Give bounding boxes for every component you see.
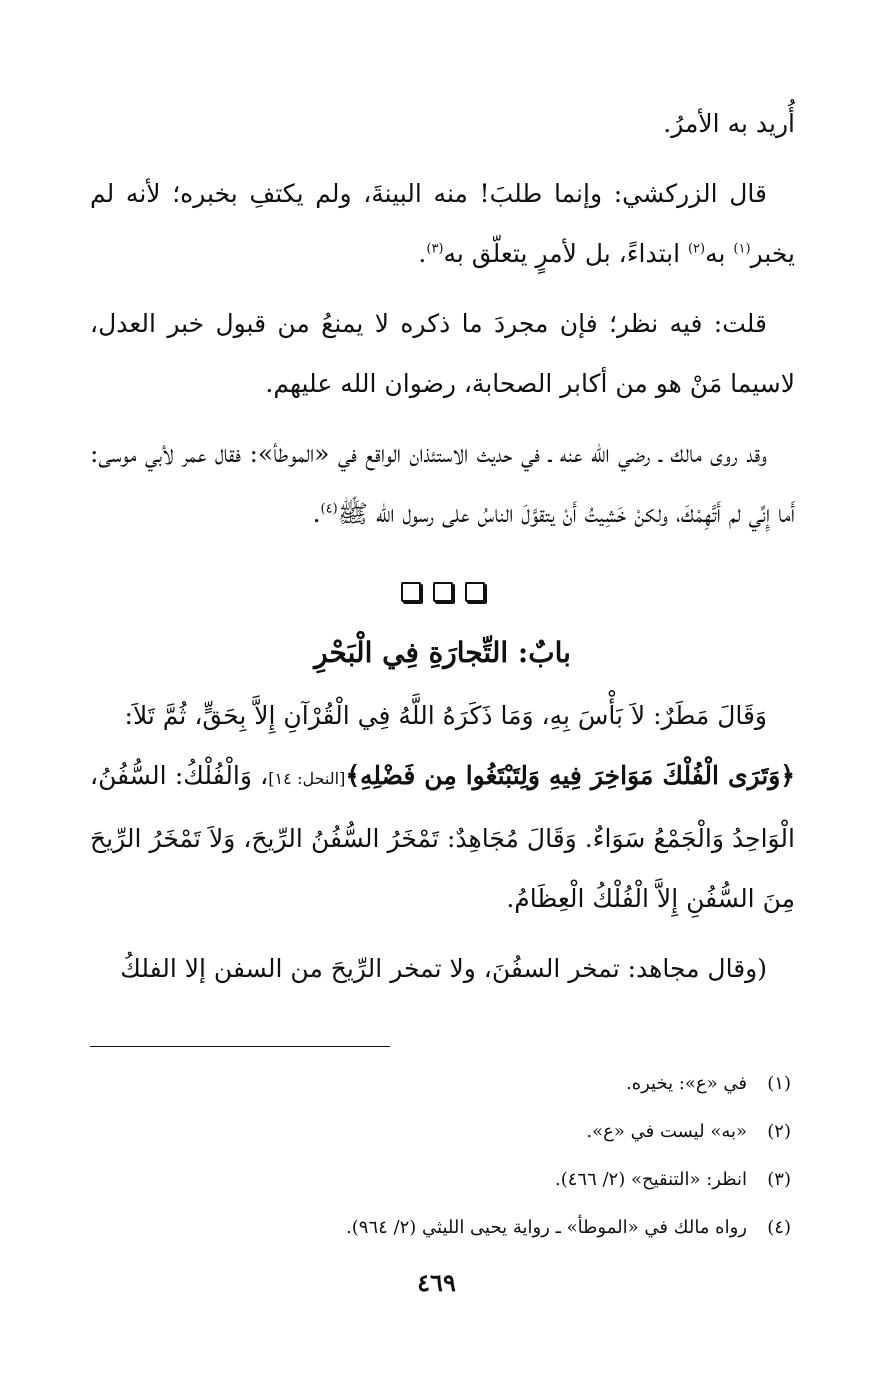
text-fragment: به: [705, 239, 734, 268]
main-text: [90, 94, 795, 999]
footnote-number: (٤): [767, 1217, 791, 1238]
paragraph-zarkashi: [90, 164, 795, 284]
footnote-ref-3[interactable]: (٣): [426, 241, 444, 257]
footnote-ref-1[interactable]: (١): [733, 241, 751, 257]
text-fragment: ابتداءً، بل لأمرٍ يتعلّق به: [443, 239, 688, 268]
quran-verse: ﴿وَتَرَى الْفُلْكَ مَوَاخِرَ فِيهِ وَلِتَبْتَغُوا مِن فَضْلِهِ﴾: [345, 761, 796, 790]
square-ornament-icon: [401, 582, 421, 602]
footnote-text: «به» ليست في «ع».: [586, 1121, 747, 1142]
footnote-number: (٢): [767, 1121, 791, 1142]
footnote-text: في «ع»: يخيره.: [625, 1073, 747, 1094]
footnote-ref-2[interactable]: (٢): [687, 241, 706, 257]
paragraph-continuation: أُريد به الأمرُ.: [663, 109, 795, 138]
footnote-number: (١): [767, 1073, 791, 1094]
text-fragment: .: [312, 499, 321, 528]
page-number: ٤٦٩: [417, 1268, 456, 1297]
footnote-item: [90, 1060, 791, 1108]
paragraph-matar: وَقَالَ مَطَرٌ: لاَ بَأْسَ بِهِ، وَمَا ذَكَرَهُ اللَّهُ فِي الْقُرْآنِ إِلاَّ بِحَقٍّ، ثُمَّ تَلاَ:: [124, 701, 767, 730]
paragraph-qultu: قلت: فيه نظر؛ فإن مجردَ ما ذكره لا يمنعُ من قبول خبر العدل، لاسيما مَنْ هو من أكابر الصحابة، رضوان الله عليهم.: [90, 309, 795, 398]
paragraph-zarkashi-line1: قال الزركشي: وإنما طلبَ! منه البينةَ، ولم يكتفِ بخبره؛ لأنه لم: [90, 179, 767, 208]
footnote-text: انظر: «التنقيح» (٢/ ٤٦٦).: [554, 1169, 747, 1190]
footnotes: [90, 1060, 791, 1252]
paragraph-quran: [90, 746, 795, 929]
footnote-text: رواه مالك في «الموطأ» ـ رواية يحيى الليثي (٢/ ٩٦٤).: [346, 1217, 747, 1238]
footnote-item: [90, 1204, 791, 1252]
text-fragment: وقد روى مالك ـ رضي الله عنه ـ في حديث الاستئذان الواقع في «الموطأ»: فقال عمر لأبي موسى: أَما إِنِّي لم أَتَّهِمْكَ، ولكنْ خَشِيتُ أَنْ يتقوَّلَ الناسُ على رسول الله ﷺ: [90, 439, 795, 528]
paragraph-malik: [90, 424, 795, 544]
text-fragment: يخبر: [750, 239, 795, 268]
text-fragment: .: [418, 239, 427, 268]
paragraph-mujahid: (وقال مجاهد: تمخر السفُنَ، ولا تمخر الرِّيحَ من السفن إلا الفلكُ: [120, 954, 767, 983]
footnote-item: [90, 1156, 791, 1204]
verse-reference: [النحل: ١٤]: [268, 769, 346, 788]
section-separator: [90, 570, 795, 610]
footnote-number: (٣): [767, 1169, 791, 1190]
square-ornament-icon: [465, 582, 485, 602]
footnote-ref-4[interactable]: (٤): [320, 501, 338, 517]
footnote-divider: [90, 1046, 390, 1047]
text-fragment: ، وَالْفُلْكُ: السُّفُنُ، الْوَاحِدُ وَالْجَمْعُ سَوَاءٌ. وَقَالَ مُجَاهِدٌ: تَمْخَرُ السُّفُنُ الرِّيحَ، وَلاَ تَمْخَرُ الرِّيحَ مِنَ السُّفُنِ إِلاَّ الْفُلْكُ الْعِظَامُ.: [90, 761, 795, 913]
square-ornament-icon: [433, 582, 453, 602]
chapter-title: بابٌ: التِّجارَةِ فِي الْبَحْرِ: [314, 636, 571, 669]
footnote-item: [90, 1108, 791, 1156]
